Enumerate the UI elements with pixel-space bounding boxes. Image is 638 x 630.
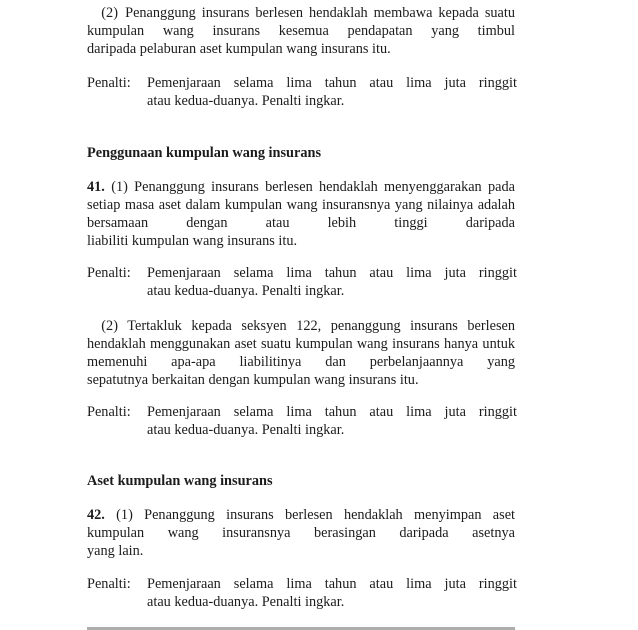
penalty-text: Pemenjaraan selama lima tahun atau lima juta ringgit atau kedua-duanya. Penalti ingkar. [147,265,517,299]
section-heading-42: Aset kumpulan wang insurans [87,473,273,489]
paragraph-42-1: 42. (1) Penanggung insurans berlesen hendaklah menyimpan aset kumpulan wang insuransnya berasingan daripada asetnya yang lain. [87,507,516,559]
penalty-text: Pemenjaraan selama lima tahun atau lima juta ringgit atau kedua-duanya. Penalti ingkar. [147,404,517,438]
paragraph-40-2-line-2: suatu kumpulan wang insurans kesemua pendapatan yang timbul [87,5,516,39]
penalty-label: Penalti: [87,404,131,420]
penalty-clause-4 [87,575,517,611]
penalty-clause-3 [87,403,517,439]
paragraph-40-2 [87,4,515,58]
paragraph-41-2: (2) Tertakluk kepada seksyen 122, penanggung insurans berlesen hendaklah menggunakan aset suatu kumpulan wang insurans hanya untuk memenuhi apa-apa liabilitinya dan perbelanjaannya yang sepatutnya berkaitan dengan kumpulan wang insurans itu. [87,318,515,388]
penalty-label: Penalti: [87,576,131,592]
penalty-text: Pemenjaraan selama lima tahun atau lima juta ringgit atau kedua-duanya. Penalti ingkar. [147,576,517,610]
paragraph-40-2-line-3: daripada pelaburan aset kumpulan wang insurans itu. [87,41,391,57]
penalty-label: Penalti: [87,75,131,91]
paragraph-41-1: 41. (1) Penanggung insurans berlesen hendaklah menyenggarakan pada setiap masa aset dalam kumpulan wang insuransnya yang nilainya adalah bersamaan dengan atau lebih tinggi daripada liabiliti kumpulan wang insurans itu. [87,179,516,249]
section-number-42: 42. [87,507,105,523]
penalty-clause-1 [87,74,517,110]
section-heading-41: Penggunaan kumpulan wang insurans [87,145,322,161]
penalty-label: Penalti: [87,265,131,281]
cropped-text-line [87,622,515,630]
section-number-41: 41. [87,179,105,195]
penalty-clause-2 [87,264,517,300]
penalty-text: Pemenjaraan selama lima tahun atau lima juta ringgit atau kedua-duanya. Penalti ingkar. [147,75,517,109]
paragraph-40-2-line-1: (2) Penanggung insurans berlesen hendaklah membawa kepada [87,5,479,21]
